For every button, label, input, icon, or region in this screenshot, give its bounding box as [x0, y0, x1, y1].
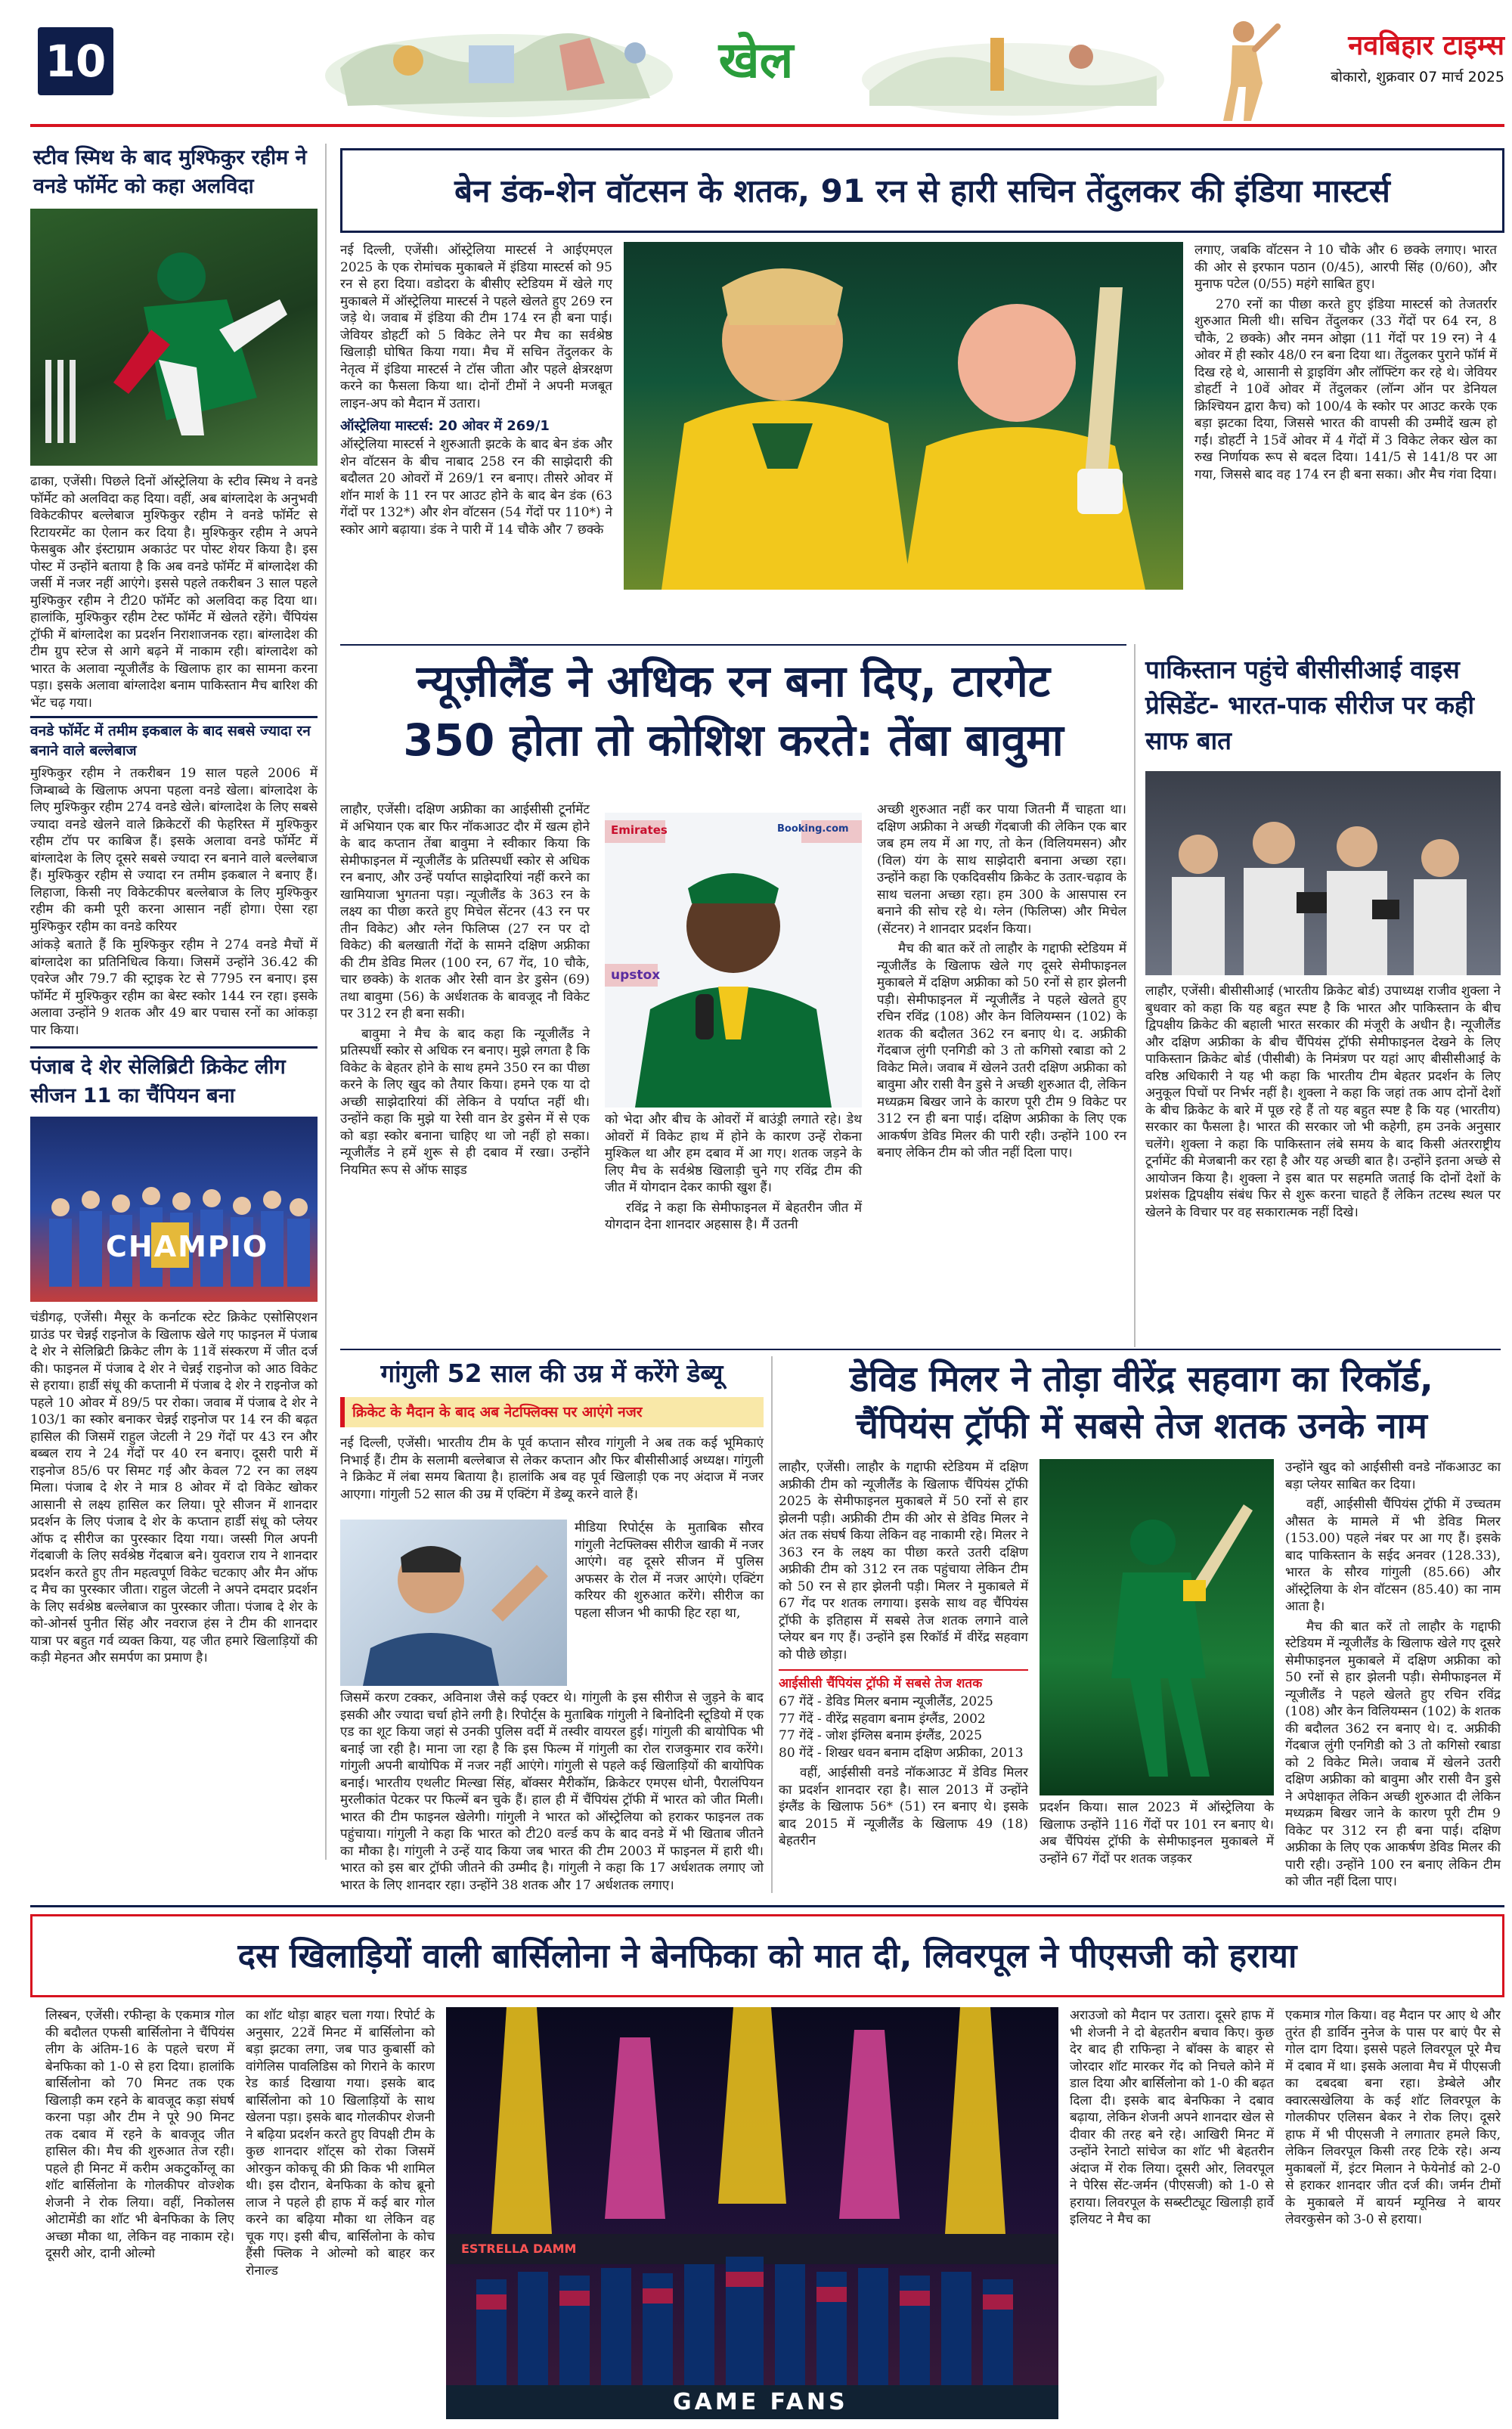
left-column	[30, 144, 318, 1860]
miller-record-item-2: 77 गेंदें - वीरेंद्र सहवाग बनाम इंग्लैंड, 2002	[779, 1711, 986, 1727]
ganguly-body-top: नई दिल्ली, एजेंसी। भारतीय टीम के पूर्व कप्तान सौरव गांगुली ने अब तक कई भूमिकाएं निभाई हैं। टीम के सलामी बल्लेबाज से लेकर कप्तान और फिर बीसीसीआई अध्यक्ष। गांगुली ने क्रिकेट में लंबा समय बिताया है। हालांकि अब वह पूर्व खिलाड़ी एक नए अंदाज में नजर आएगा। गांगुली 52 साल की उम्र में एक्टिंग में डेब्यू करने वाले हैं।	[340, 1436, 764, 1502]
miller-record-box	[779, 1669, 1028, 1761]
ganguly-kicker-box	[340, 1397, 764, 1427]
masters-headline: बेन डंक-शेन वॉटसन के शतक, 91 रन से हारी सचिन तेंदुलकर की इंडिया मास्टर्स	[454, 172, 1390, 209]
miller-col3	[1285, 1459, 1501, 1891]
miller-record-title: आईसीसी चैंपियंस ट्रॉफी में सबसे तेज शतक	[779, 1676, 983, 1691]
place-date: बोकारो, शुक्रवार 07 मार्च 2025	[1331, 69, 1504, 85]
miller-headline	[779, 1356, 1504, 1450]
miller-paragraph-5: मैच की बात करें तो लाहौर के गद्दाफी स्टेडियम में न्यूजीलैंड के खिलाफ खेले गए दूसरे सेमीफाइनल मुकाबले में दक्षिण अफ्रीका को 50 रनों से हार झेलनी पड़ी। सेमीफाइनल में न्यूजीलैंड ने पहले खेलते हुए रचिन रविंद्र (108) और केन विलियम्सन (102) के शतक की बदौलत 362 रन बनाए थे। द. अफ्रीकी गेंदबाज लुंगी एनगिडी को 3 तो कगिसो रबाडा को 2 विकेट मिले। जवाब में खेलने उतरी दक्षिण अफ्रीका को बावुमा और रासी वैन डुसे ने अपेक्षाकृत लेकिन अच्छी शुरुआत दी लेकिन मध्यक्रम बिखर जाने के कारण पूरी टीम 9 विकेट पर 312 रन ही बना पाई। दक्षिण अफ्रीका के लिए एक आकर्षण डेविड मिलर की पारी रही। उन्होंने 100 रन बनाए लेकिन टीम को जीत नहीं दिला पाए।	[1285, 1619, 1501, 1889]
bavuma-headline	[340, 652, 1126, 770]
player-illustration	[854, 15, 1172, 121]
champion-banner-text: CHAMPIO	[106, 1230, 269, 1263]
mushfiqur-subhead: वनडे फॉर्मेट में तमीम इकबाल के बाद सबसे ज्यादा रन बनाने वाले बल्लेबाज	[30, 716, 318, 761]
pak-body: लाहौर, एजेंसी। बीसीसीआई (भारतीय क्रिकेट बोर्ड) उपाध्यक्ष राजीव शुक्ला ने बुधवार को कहा कि यह बहुत स्पष्ट है कि भारत और पाकिस्तान के बीच द्विपक्षीय क्रिकेट की बहाली भारत सरकार की मंजूरी के अधीन है। न्यूजीलैंड और दक्षिण अफ्रीका के बीच चैंपियंस ट्रॉफी सेमीफाइनल देखने के लिए पाकिस्तान क्रिकेट बोर्ड (पीसीबी) के निमंत्रण पर यहां आए बीसीसीआई के वरिष्ठ अधिकारी ने यह भी कहा कि भारतीय टीम बेहतर प्रदर्शन के लिए अनुकूल पिचों पर निर्भर नहीं है। शुक्ला ने कहा कि जहां तक आप दोनों देशों के बीच क्रिकेट के बारे में पूछ रहे हैं तो यह बहुत स्पष्ट है कि यह (भारतीय) सरकार का फैसला है। भारत की सरकार जो भी कहेगी, हम उनके अनुसार चलेंगे। शुक्ला ने कहा कि पाकिस्तान लंबे समय के बाद किसी अंतरराष्ट्रीय टूर्नामेंट की मेजबानी कर रहा है और यह अच्छी बात है। उन्होंने इतना अच्छे से आयोजन किया है। शुक्ला ने इस बात पर सहमति जताई कि दोनों देशों के प्रशंसक द्विपक्षीय संबंध फिर से शुरू करना चाहते हैं लेकिन तटस्थ स्थल पर खेलने के विचार पर वह सकारात्मक नहीं दिखे।	[1145, 984, 1501, 1220]
masters-paragraph-2: ऑस्ट्रेलिया मास्टर्स ने शुरुआती झटके के बाद बेन डंक और शेन वॉटसन के बीच नाबाद 258 रन की साझेदारी की बदौलत 20 ओवरों में 269/1 रन बनाए। तीसरे ओवर में शॉन मार्श के 11 रन पर आउट होने के बाद बेन डंक (63 गेंदों पर 132*) और शेन वॉटसन (54 गेंदों पर 110*) ने स्कोर आगे बढ़ाया। डंक ने पारी में 14 चौके और 7 छक्के	[340, 437, 612, 538]
miller-headline-line1: डेविड मिलर ने तोड़ा वीरेंद्र सहवाग का रिकॉर्ड,	[850, 1359, 1433, 1400]
bavuma-paragraph-1: लाहौर, एजेंसी। दक्षिण अफ्रीका का आईसीसी टूर्नामेंट में अभियान एक बार फिर नॉकआउट दौर में खत्म होने के बाद कप्तान तेंबा बावुमा ने स्वीकार किया कि सेमीफाइनल में न्यूजीलैंड के प्रतिस्पर्धी स्कोर से अधिक रन बनाए, और उन्हें पर्याप्त साझेदारियां नहीं करने का खामियाजा भुगतना पड़ा। न्यूजीलैंड के 363 रन के लक्ष्य का पीछा करते हुए मिचेल सेंटनर (43 रन पर तीन विकेट) और ग्लेन फिलिप्स (27 रन पर दो विकेट) की बलखाती गेंदों के सामने दक्षिण अफ्रीका की टीम डेविड मिलर (100 रन, 67 गेंद, 10 चौके, चार छक्के) के शतक और रेसी वान डेर डुसेन (69) तथा बावुमा (56) के अर्धशतक के बावजूद नौ विकेट पर 312 रन ही बना सकी।	[340, 802, 590, 1021]
page-number: 10	[45, 36, 107, 87]
mushfiqur-body: ढाका, एजेंसी। पिछले दिनों ऑस्ट्रेलिया के स्टीव स्मिथ ने वनडे फॉर्मेट को अलविदा कह दिया। वहीं, अब बांग्लादेश के अनुभवी विकेटकीपर बल्लेबाज मुश्फिकुर रहीम ने वनडे फॉर्मेट से रिटायरमेंट का ऐलान कर दिया है। मुश्फिकुर रहीम ने अपने फेसबुक और इंस्टाग्राम अकाउंट पर पोस्ट शेयर किया है। इस पोस्ट में उन्होंने बताया है कि अब वनडे फॉर्मेट में बांग्लादेश की जर्सी में नजर नहीं आएंगे। इससे पहले तकरीबन 3 साल पहले मुश्फिकुर रहीम ने टी20 फॉर्मेट को अलविदा कह दिया था। हालांकि, मुश्फिकुर रहीम टेस्ट फॉर्मेट में खेलते रहेंगे। चैंपियंस ट्रॉफी में बांग्लादेश का प्रदर्शन निराशाजनक रहा। बांग्लादेश की टीम ग्रुप स्टेज से आगे बढ़ने में नाकाम रही। बांग्लादेश को भारत के अलावा न्यूजीलैंड के खिलाफ हार का सामना करना पड़ा। इसके अलावा बांग्लादेश बनाम पाकिस्तान मैच बारिश की भेंट चढ़ गया।	[30, 474, 318, 711]
barca-board-text: ESTRELLA DAMM	[461, 2242, 577, 2256]
page-number-box	[38, 27, 113, 95]
barca-col1: लिस्बन, एजेंसी। रफीन्हा के एकमात्र गोल की बदौलत एफसी बार्सिलोना ने चैंपियंस लीग के अंतिम-16 के पहले चरण में बेनफिका को 1-0 से हरा दिया। हालांकि बार्सिलोना को 70 मिनट तक एक खिलाड़ी कम रहने के बावजूद कड़ा संघर्ष करना पड़ा और टीम ने पूरे 90 मिनट तक दबाव में रहने के बावजूद जीत हासिल की। मैच की शुरुआत तेज रही। पहले ही मिनट में करीम अकटुर्कोग्लू का शॉट बार्सिलोना के गोलकीपर वोज्शेक शेजनी ने रोक लिया। वहीं, निकोलस ओटामेंडी का शॉट भी बेनफिका के लिए अच्छा मौका था, लेकिन वह नाकाम रहे। दूसरी ओर, दानी ओल्मो	[45, 2008, 234, 2261]
miller-record-item-1: 67 गेंदें - डेविड मिलर बनाम न्यूजीलैंड, 2025	[779, 1694, 993, 1709]
masters-paragraph-3: लगाए, जबकि वॉटसन ने 10 चौके और 6 छक्के लगाए। भारत की ओर से इरफान पठान (0/45), आरपी सिंह (0/60), और मुनाफ पटेल (0/55) महंगे साबित हुए।	[1194, 243, 1497, 292]
masters-subhead: ऑस्ट्रेलिया मास्टर्स: 20 ओवर में 269/1	[340, 418, 550, 434]
masters-headline-box	[340, 148, 1504, 233]
miller-headline-line2: चैंपियंस ट्रॉफी में सबसे तेज शतक उनके नाम	[856, 1405, 1427, 1447]
miller-photo	[1040, 1459, 1274, 1795]
barca-headline: दस खिलाड़ियों वाली बार्सिलोना ने बेनफिका को मात दी, लिवरपूल ने पीएसजी को हराया	[237, 1937, 1297, 1975]
team-celebration	[30, 1117, 318, 1302]
barca-headline-box	[30, 1914, 1504, 1997]
masters-body-right	[1194, 242, 1497, 483]
barca-celebration	[446, 2007, 1058, 2419]
masters-photo	[624, 242, 1183, 590]
bavuma-paragraph-2: बावुमा ने मैच के बाद कहा कि न्यूजीलैंड ने प्रतिस्पर्धी स्कोर से अधिक रन बनाए। मुझे लगता है कि विकेट के बेहतर होने के साथ हमने 350 रन का पीछा करने के लिए खुद को तैयार किया। हमने एक या दो अच्छी साझेदारियां कीं लेकिन वे पर्याप्त नहीं थी। उन्होंने कहा कि मुझे या रेसी वान डेर डुसेन में से एक को बड़ा स्कोर बनाना चाहिए था जो नहीं हो सका। न्यूजीलैंड ने हमें शुरू से ही दबाव में रखा। उन्होंने नियमित रूप से ऑफ साइड	[340, 1026, 590, 1178]
bavuma-paragraph-5: अच्छी शुरुआत नहीं कर पाया जितनी मैं चाहता था। दक्षिण अफ्रीका ने अच्छी गेंदबाजी की लेकिन एक बार जब हम लय में आ गए, तो केन (विलियमसन) और (विल) यंग के साथ साझेदारी बनाना अच्छा रहा। उन्होंने कहा कि एकदिवसीय क्रिकेट के उतार-चढ़ाव के साथ चलना अच्छा रहा। हम 300 के आसपास रन बनाने की सोच रहे थे। ग्लेन (फिलिप्स) और मिचेल (सेंटनर) ने शानदार प्रदर्शन किया।	[877, 802, 1126, 937]
paper-name: नवबिहार टाइम्स	[1348, 30, 1504, 61]
ganguly-body-right: मीडिया रिपोर्ट्स के मुताबिक सौरव गांगुली नेटफ्लिक्स सीरीज खाकी में नजर आएंगे। वह दूसरे सीजन में पुलिस अफसर के रोल में नजर आएंगे। एक्टिंग करियर की शुरुआत करेंगे। सीरीज का पहला सीजन भी काफी हिट रहा था,	[575, 1520, 764, 1621]
emirates-board-text: Emirates	[611, 823, 668, 837]
pak-divider	[1134, 644, 1136, 1347]
miller-figure	[1040, 1459, 1274, 1795]
upstox-board-text: upstox	[611, 968, 661, 983]
left-column-divider	[325, 144, 327, 1860]
miller-paragraph-4: वहीं, आईसीसी चैंपियंस ट्रॉफी में उच्चतम औसत के मामले में भी डेविड मिलर (153.00) पहले नंबर पर आ गए हैं। इसके बाद पाकिस्तान के सईद अनवर (128.33), भारत के सौरव गांगुली (85.66) और ऑस्ट्रेलिया के शेन वॉटसन (85.40) का नाम आता है।	[1285, 1497, 1501, 1614]
barca-photo	[446, 2007, 1058, 2419]
sports-illustration	[318, 15, 680, 121]
bavuma-paragraph-4: रविंद्र ने कहा कि सेमीफाइनल में बेहतरीन जीत में योगदान देना शानदार अहसास है। मैं उतनी	[605, 1200, 862, 1232]
barca-col4: एकमात्र गोल किया। वह मैदान पर आए थे और तुरंत ही डार्विन नुनेज के पास पर बाएं पैर से गोल दाग दिया। इससे पहले लिवरपूल पूरे मैच में दबाव में था। इसके अलावा मैच में पीएसजी का दबदबा बना रहा। डेम्बेले और क्वारत्सखेलिया के कई शॉट लिवरपूल के गोलकीपर एलिसन बेकर ने रोक लिए। दूसरे हाफ में भी पीएसजी ने लगातार हमले किए, लेकिन लिवरपूल किसी तरह टिके रहे। अन्य मुकाबलों में, इंटर मिलान ने फेयेनोर्ड को 2-0 से हराकर शानदार जीत दर्ज की। जर्मन टीमों के मुकाबले में बायर्न म्यूनिख ने बायर लेवरकुसेन को 3-0 से हराया।	[1285, 2008, 1501, 2227]
pak-headline: पाकिस्तान पहुंचे बीसीसीआई वाइस प्रेसिडेंट- भारत-पाक सीरीज पर कही साफ बात	[1145, 655, 1474, 755]
bavuma-photo	[605, 813, 862, 1108]
ganguly-body-bottom: जिसमें करण टक्कर, अविनाश जैसे कई एक्टर थे। गांगुली के इस सीरीज से जुड़ने के बाद इसकी और ज्यादा चर्चा होने लगी है। रिपोर्ट्स के मुताबिक गांगुली ने बिनोदिनी स्टूडियो में एक एड का शूट किया जहां से उनकी पुलिस वर्दी में तस्वीर वायरल हुई। गांगुली की बायोपिक भी बनाई जा रही है। माना जा रहा है कि इस फिल्म में गांगुली का रोल राजकुमार राव करेंगे। गांगुली अपनी बायोपिक में नजर नहीं आएंगे। गांगुली से पहले कई खिलाड़ियों की बायोपिक बनाई। भारतीय एथलीट मिल्खा सिंह, बॉक्सर मैरीकॉम, क्रिकेटर एमएस धोनी, पैरालंपियन मुरलीकांत पेटकर पर फिल्में बन चुके हैं। हाल ही में चैंपियंस ट्रॉफी में भारत को जीत मिली। भारत की टीम फाइनल खेलेगी। गांगुली ने भारत को ऑस्ट्रेलिया को हराकर फाइनल तक पहुंचाया। गांगुली ने कहा कि भारत को टी20 वर्ल्ड कप के बाद वनडे में भी खिताब जीतने का मौका है। गांगुली ने उन्हें याद किया जब भारत की टीम 2003 में फाइनल में हारी थी। भारत को इस बार ट्रॉफी जीतने की उम्मीद है। गांगुली ने कहा कि 17 अर्धशतक लगाए जो भारत के लिए शानदार रहा। उन्होंने 38 शतक और 17 अर्धशतक लगाए।	[340, 1690, 764, 1893]
masters-body-left	[340, 242, 612, 538]
miller-paragraph-1: लाहौर, एजेंसी। लाहौर के गद्दाफी स्टेडियम में दक्षिण अफ्रीकी टीम को न्यूजीलैंड के खिलाफ चैंपियंस ट्रॉफी 2025 के सेमीफाइनल मुकाबले में 50 रनों से हार झेलनी पड़ी। अफ्रीकी टीम की ओर से डेविड मिलर ने अंत तक संघर्ष किया लेकिन वह नाकामी रहे। मिलर ने 363 रन के लक्ष्य का पीछा करते उतरी दक्षिण अफ्रीकी टीम को 312 रन तक पहुंचाया लेकिन टीम को 50 रन से हार झेलनी पड़ी। मिलर ने मुकाबले में 67 गेंद पर शतक लगाया। इसके साथ वह चैंपियंस ट्रॉफी के इतिहास में सबसे तेज शतक लगाने वाले प्लेयर बन गए हैं। उन्होंने इस रिकॉर्ड में वीरेंद्र सहवाग को पीछे छोड़ा।	[779, 1460, 1028, 1662]
pak-photo	[1145, 771, 1501, 975]
mushfiqur-body3: आंकड़े बताते हैं कि मुश्फिकुर रहीम ने 274 वनडे मैचों में बांग्लादेश का प्रतिनिधित्व किया। जिसमें उन्होंने 36.42 की एवरेज और 79.7 की स्ट्राइक रेट से 7795 रन बनाए। इस फॉर्मेट में मुश्फिकुर रहीम का बेस्ट स्कोर 144 रन रहा। इसके अलावा उन्होंने 9 शतक और 49 बार पचास रनों का आंकड़ा पार किया।	[30, 937, 318, 1038]
bowler-icon	[1202, 15, 1285, 129]
miller-photo-caption: प्रदर्शन किया। साल 2023 में ऑस्ट्रेलिया के खिलाफ उन्होंने 116 गेंदों पर 101 रन बनाए थे। अब चैंपियंस ट्रॉफी के सेमीफाइनल मुकाबले में उन्होंने 67 गेंदों पर शतक जड़कर	[1040, 1800, 1274, 1867]
ganguly-divider	[771, 1356, 773, 1893]
mushfiqur-headline: स्टीव स्मिथ के बाद मुश्फिकुर रहीम ने वनडे फॉर्मेट को कहा अलविदा	[33, 146, 307, 198]
bottom-rule	[30, 1905, 1504, 1907]
mushfiqur-photo	[30, 209, 318, 466]
barca-col3: अराउजो को मैदान पर उतारा। दूसरे हाफ में भी शेजनी ने दो बेहतरीन बचाव किए। कुछ देर बाद ही राफिन्हा ने बॉक्स के बाहर से जोरदार शॉट मारकर गेंद को निचले कोने में डाल दिया और बार्सिलोना को 1-0 की बढ़त दिला दी। इसके बाद बेनफिका ने दबाव बढ़ाया, लेकिन शेजनी अपने शानदार खेल से दीवार की तरह बने रहे। आखिरी मिनट में उन्होंने रेनाटो सांचेज का शॉट भी बेहतरीन अंदाज में रोक लिया। दूसरी ओर, लिवरपूल ने पेरिस सेंट-जर्मन (पीएसजी) को 1-0 से हराया। लिवरपूल के सब्स्टीट्यूट खिलाड़ी हार्वे इलियट ने मैच का	[1070, 2008, 1274, 2227]
masters-paragraph-4: 270 रनों का पीछा करते हुए इंडिया मास्टर्स को तेजतर्रार शुरुआत मिली थी। सचिन तेंदुलकर (33 गेंदों पर 64 रन, 8 चौके, 2 छक्के) और नमन ओझा (11 गेंदों पर 19 रन) ने 4 ओवर में ही स्कोर 48/0 रन बना दिया था। तेंदुलकर पुराने फॉर्म में दिख रहे थे, आसानी से ड्राइविंग और लॉफ्टिंग कर रहे थे। जेवियर डोहर्टी ने 10वें ओवर में तेंदुलकर (लॉन्ग ऑन पर डेनियल क्रिश्चियन द्वारा कैच) को 100/4 के स्कोर पर आउट करके एक बड़ा झटका दिया, जिससे भारत की वापसी की उम्मीदें खत्म हो गईं। डोहर्टी ने 15वें ओवर में 4 गेंदों में 3 विकेट लेकर खेल का रुख निर्णायक रूप से बदल दिया। 141/5 से 141/8 पर आ गया, जिससे बाद वह 174 रन ही बना सका। और मैच गंवा दिया।	[1194, 296, 1497, 482]
booking-board-text: Booking.com	[777, 823, 849, 835]
punjab-photo	[30, 1117, 318, 1302]
bavuma-col1	[340, 801, 590, 1179]
mushfiqur-body2: मुश्फिकुर रहीम ने तकरीबन 19 साल पहले 2006 में जिम्बाब्वे के खिलाफ अपना पहला वनडे खेला। बांग्लादेश के लिए मुश्फिकुर रहीम 274 वनडे खेले। बांग्लादेश के लिए सबसे ज्यादा वनडे खेलने वाले क्रिकेटरों की फेहरिस्त में मुश्फिकुर रहीम टॉप पर काबिज हैं। इसके अलावा वनडे फॉर्मेट में बांग्लादेश के लिए दूसरे सबसे ज्यादा रन बनाने वाले बल्लेबाज हैं। मुश्फिकुर रहीम से ज्यादा रन तमीम इकबाल ने बनाए हैं। लिहाजा, किसी नए विकेटकीपर बल्लेबाज के लिए मुश्फिकुर रहीम की कमी पूरी करना आसान नहीं होगा। ऐसा रहा मुश्फिकुर रहीम का वनडे करियर	[30, 766, 318, 934]
masters-paragraph-1: नई दिल्ली, एजेंसी। ऑस्ट्रेलिया मास्टर्स ने आईएमएल 2025 के एक रोमांचक मुकाबले में इंडिया मास्टर्स को 95 रन से हरा दिया। वडोदरा के बीसीए स्टेडियम में खेले गए मुकाबले में ऑस्ट्रेलिया मास्टर्स ने पहले खेलते हुए 269 रन जड़े थे। जवाब में इंडिया की टीम 174 रन ही बना पाई। जेवियर डोहर्टी को 5 विकेट लेने पर मैच का सर्वश्रेष्ठ खिलाड़ी घोषित किया गया। मैच में सचिन तेंदुलकर के नेतृत्व में इंडिया मास्टर्स ने टॉस जीता और पहले क्षेत्ररक्षण करने का फैसला किया था। दोनों टीमों ने अपनी मजबूत लाइन-अप को मैदान में उतारा।	[340, 243, 612, 411]
punjab-headline: पंजाब दे शेर सेलिब्रिटी क्रिकेट लीग सीजन 11 का चैंपियन बना	[30, 1046, 318, 1111]
bavuma-headline-line1: न्यूज़ीलैंड ने अधिक रन बना दिए, टारगेट	[416, 655, 1051, 707]
press-group	[1145, 771, 1501, 975]
ganguly-photo	[340, 1520, 567, 1686]
ganguly-kicker: क्रिकेट के मैदान के बाद अब नेटफ्लिक्स पर आएंगे नजर	[352, 1404, 643, 1421]
bavuma-paragraph-3: को भेदा और बीच के ओवरों में बाउंड्री लगाते रहे। डेथ ओवरों में विकेट हाथ में होने के कारण उन्हें रोकना मुश्किल था और हम दबाव में आ गए। शतक जड़ने के लिए मैच के सर्वश्रेष्ठ खिलाड़ी चुने गए रविंद्र टीम की जीत में योगदान देकर काफी खुश हैं।	[605, 1112, 862, 1195]
bavuma-col3	[877, 801, 1126, 1162]
bavuma-figure	[605, 813, 862, 1108]
miller-paragraph-2: वहीं, आईसीसी वनडे नॉकआउट में डेविड मिलर का प्रदर्शन शानदार रहा है। साल 2013 में उन्होंने इंग्लैंड के खिलाफ 56* (51) रन बनाए थे। इसके बाद 2015 में न्यूजीलैंड के खिलाफ 49 (18) बेहतरीन	[779, 1765, 1028, 1848]
bavuma-col2	[605, 1111, 862, 1234]
miller-col1	[779, 1459, 1028, 1850]
miller-record-item-3: 77 गेंदें - जोश इंग्लिस बनाम इंग्लैंड, 2025	[779, 1728, 983, 1743]
masthead-rule	[30, 124, 1504, 127]
barca-banner-text: GAME FANS	[673, 2389, 848, 2415]
bavuma-paragraph-6: मैच की बात करें तो लाहौर के गद्दाफी स्टेडियम में न्यूजीलैंड के खिलाफ खेले गए दूसरे सेमीफाइनल मुकाबले में दक्षिण अफ्रीका को 50 रनों से हार झेलनी पड़ी। सेमीफाइनल में न्यूजीलैंड ने पहले खेलते हुए रचिन रविंद्र (108) और केन विलियम्सन (102) के शतक की बदौलत 362 रन बनाए थे। द. अफ्रीकी गेंदबाज लुंगी एनगिडी को 3 तो कगिसो रबाडा को 2 विकेट मिले। जवाब में खेलने उतरी दक्षिण अफ्रीका को बावुमा और रासी वैन डुसे ने अच्छी शुरुआत दी, लेकिन मध्यक्रम बिखर जाने के कारण पूरी टीम 9 विकेट पर 312 रन ही बना पाई। दक्षिण अफ्रीका के लिए एक आकर्षण डेविड मिलर की पारी रही। उन्होंने 100 रन बनाए लेकिन टीम को जीत नहीं दिला पाए।	[877, 941, 1126, 1160]
punjab-body: चंडीगढ़, एजेंसी। मैसूर के कर्नाटक स्टेट क्रिकेट एसोसिएशन ग्राउंड पर चेन्नई राइनोज के खिलाफ खेले गए फाइनल में पंजाब दे शेर ने सेलिब्रिटी क्रिकेट लीग के 11वें संस्करण में जीत दर्ज की। फाइनल में पंजाब दे शेर ने चेन्नई राइनोज को आठ विकेट से हराया। हार्डी संधू की कप्तानी में पंजाब दे शेर ने राइनोज को पहले 10 ओवर में 89/5 पर रोका। जवाब में पंजाब दे शेर ने 103/1 का स्कोर बनाकर चेन्नई राइनोज पर 14 रन की बढ़त हासिल की जिसमें राहुल जेटली ने 29 गेंदों पर 43 रन और बब्बल राय ने 24 गेंदों पर 40 रन बनाए। दूसरी पारी में राइनोज 85/6 पर सिमट गई और केवल 72 रन का लक्ष्य मिला। पंजाब दे शेर ने मात्र 8 ओवर में दो विकेट खोकर आसानी से लक्ष्य हासिल कर लिया। पूरे सीजन में शानदार प्रदर्शन के लिए पंजाब दे शेर के कप्तान हार्डी संधू को प्लेयर ऑफ द सीरीज का पुरस्कार दिया गया। जस्सी गिल अपनी गेंदबाजी के लिए सर्वश्रेष्ठ गेंदबाज बने। युवराज राय ने शानदार प्रदर्शन करते हुए तीन महत्वपूर्ण विकेट चटकाए और मैन ऑफ द मैच का पुरस्कार जीता। राहुल जेटली ने अपने दमदार प्रदर्शन के लिए सर्वश्रेष्ठ बल्लेबाज का पुरस्कार जीता। पंजाब दे शेर के को-ओनर्स पुनीत सिंह और नवराज हंस ने टीम की शानदार यात्रा पर बहुत गर्व व्यक्त किया, यह जीत हमारे खिलाड़ियों की कड़ी मेहनत और समर्पण का प्रमाण है।	[30, 1310, 318, 1665]
bavuma-headline-line2: 350 होता तो कोशिश करते: तेंबा बावुमा	[403, 714, 1064, 766]
miller-record-item-4: 80 गेंदें - शिखर धवन बनाम दक्षिण अफ्रीका, 2013	[779, 1745, 1024, 1761]
watson-dunk-figures	[624, 242, 1183, 590]
keeper-figure	[30, 209, 318, 466]
miller-paragraph-3: उन्होंने खुद को आईसीसी वनडे नॉकआउट का बड़ा प्लेयर साबित कर दिया।	[1285, 1460, 1501, 1492]
ganguly-figure	[340, 1520, 567, 1686]
section-title: खेल	[718, 31, 794, 89]
masters-divider	[340, 644, 1126, 646]
masthead	[0, 0, 1512, 136]
barca-col2: का शॉट थोड़ा बाहर चला गया। रिपोर्ट के अनुसार, 22वें मिनट में बार्सिलोना को बड़ा झटका लगा, जब पाउ कुबार्सी को वांगेलिस पावलिडिस को गिराने के कारण रेड कार्ड दिखाया गया। इसके बाद बार्सिलोना को 10 खिलाड़ियों के साथ खेलना पड़ा। इसके बाद गोलकीपर शेजनी ने बढ़िया प्रदर्शन करते हुए विपक्षी टीम के कुछ शानदार शॉट्स को रोका जिसमें ओरकुन कोकचू की फ्री किक भी शामिल थी। इस दौरान, बेनफिका के कोच ब्रूनो लाज ने पहले ही हाफ में कई बार गोल करने का बढ़िया मौका था लेकिन वह चूक गए। इसी बीच, बार्सिलोना के कोच हैंसी फ्लिक ने ओल्मो को बाहर कर रोनाल्ड	[246, 2008, 435, 2279]
mid-divider	[340, 1349, 1501, 1350]
ganguly-headline: गांगुली 52 साल की उम्र में करेंगे डेब्यू	[380, 1359, 723, 1388]
